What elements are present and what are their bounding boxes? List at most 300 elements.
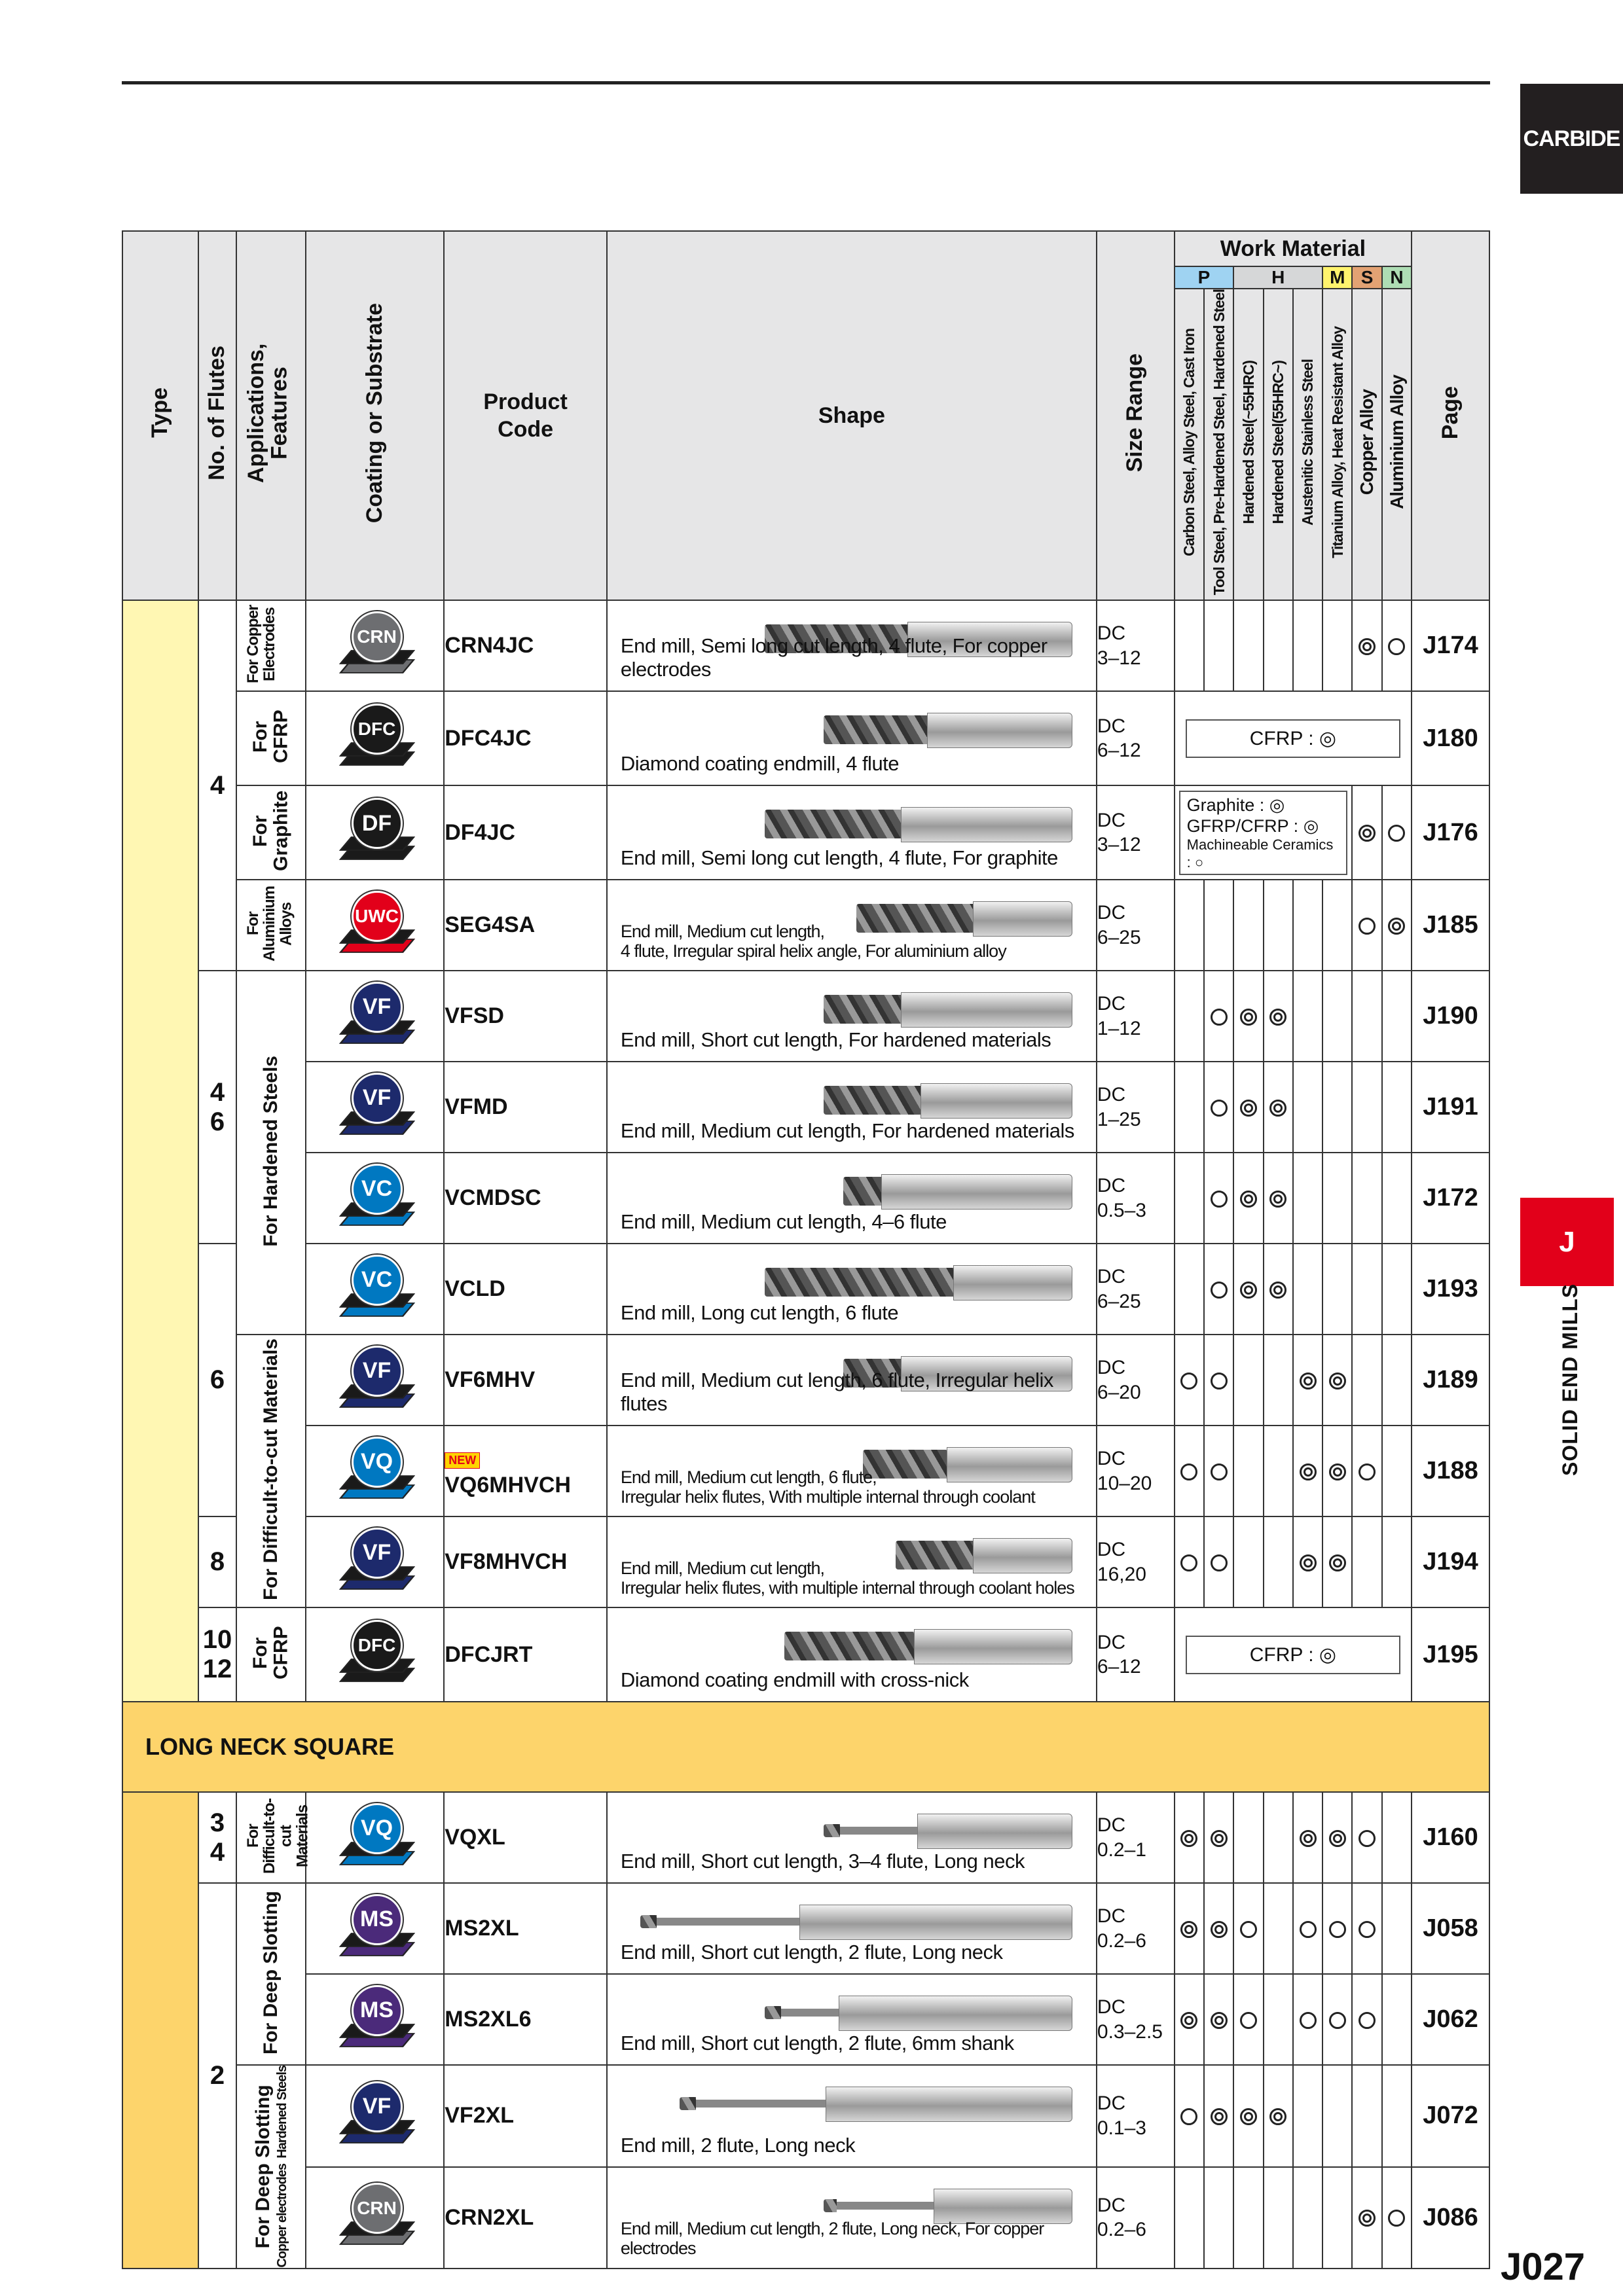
material-mark-cell bbox=[1233, 1883, 1263, 1974]
page-ref-link[interactable]: J176 bbox=[1423, 818, 1478, 846]
section-title-cell bbox=[122, 1702, 1489, 1792]
shape-description: End mill, Semi long cut length, 4 flute, For copper electrodes bbox=[620, 634, 1048, 681]
size-range: DC 1–25 bbox=[1097, 1084, 1141, 1130]
product-code-cell bbox=[444, 1883, 607, 1974]
page-ref-cell bbox=[1412, 1335, 1489, 1426]
application-cell bbox=[236, 1335, 306, 1607]
double-circle-mark bbox=[1329, 1463, 1346, 1480]
circle-mark bbox=[1300, 1921, 1317, 1938]
circle-mark bbox=[1211, 1191, 1228, 1208]
work-material-note: CFRP : ◎ bbox=[1186, 1636, 1400, 1674]
material-mark-cell bbox=[1322, 1516, 1352, 1607]
material-mark-cell bbox=[1352, 2065, 1381, 2166]
size-range-cell bbox=[1097, 785, 1175, 880]
size-range: DC 3–12 bbox=[1097, 809, 1141, 856]
material-mark-cell bbox=[1293, 971, 1322, 1062]
material-header: Aluminium Alloy bbox=[1382, 289, 1412, 600]
material-mark-cell bbox=[1264, 2065, 1293, 2166]
product-code[interactable]: DF4JC bbox=[445, 819, 515, 845]
application-sub-col bbox=[276, 2066, 289, 2267]
shank-section bbox=[826, 2087, 1072, 2122]
new-badge: NEW bbox=[445, 1452, 480, 1469]
double-circle-mark bbox=[1269, 2108, 1286, 2125]
product-row bbox=[122, 1335, 1489, 1426]
application-label: For Deep Slotting bbox=[260, 1890, 282, 2054]
material-mark-cell bbox=[1352, 1153, 1381, 1244]
circle-mark bbox=[1240, 2012, 1257, 2029]
page-ref-link[interactable]: J194 bbox=[1423, 1548, 1478, 1576]
size-range-cell bbox=[1097, 1883, 1175, 1974]
coating-cell bbox=[306, 1244, 444, 1335]
material-mark-cell bbox=[1204, 1426, 1233, 1516]
size-range-cell bbox=[1097, 1516, 1175, 1607]
page-ref-cell bbox=[1412, 971, 1489, 1062]
page-ref-link[interactable]: J062 bbox=[1423, 2005, 1478, 2034]
circle-mark bbox=[1388, 638, 1405, 655]
application-label: For Hardened Steels bbox=[260, 1056, 282, 1247]
material-mark-cell bbox=[1264, 971, 1293, 1062]
material-mark-cell bbox=[1204, 1335, 1233, 1426]
material-mark-cell bbox=[1293, 880, 1322, 971]
coating-cell bbox=[306, 971, 444, 1062]
size-range: DC 1–12 bbox=[1097, 993, 1141, 1039]
double-circle-mark bbox=[1180, 1921, 1197, 1938]
header-type: Type bbox=[122, 231, 198, 600]
product-code[interactable]: CRN4JC bbox=[445, 633, 534, 658]
material-mark-cell bbox=[1322, 1974, 1352, 2065]
page-ref-cell bbox=[1412, 691, 1489, 785]
top-rule bbox=[122, 81, 1490, 84]
product-code-cell bbox=[444, 1335, 607, 1426]
material-mark-cell bbox=[1382, 785, 1412, 880]
size-range-cell bbox=[1097, 691, 1175, 785]
product-code-cell bbox=[444, 2167, 607, 2269]
shank-section bbox=[917, 1814, 1072, 1849]
application-label: For CFRP bbox=[249, 710, 292, 764]
material-mark-cell bbox=[1264, 1974, 1293, 2065]
material-header: Hardened Steel(55HRC~) bbox=[1264, 289, 1293, 600]
coating-badge-group bbox=[336, 1071, 414, 1143]
flute-section bbox=[765, 810, 902, 838]
application-label: For Deep Slotting bbox=[251, 2085, 274, 2249]
double-circle-mark bbox=[1269, 1282, 1286, 1299]
coating-badge-icon: VQ bbox=[352, 1803, 403, 1854]
coating-badge-group bbox=[336, 1984, 414, 2056]
coating-badge-group bbox=[336, 1619, 414, 1691]
material-mark-cell bbox=[1204, 1244, 1233, 1335]
page-ref-link[interactable]: J188 bbox=[1423, 1457, 1478, 1485]
shape-cell bbox=[607, 691, 1097, 785]
material-mark-cell bbox=[1204, 1153, 1233, 1244]
coating-badge-icon: VC bbox=[352, 1255, 403, 1306]
material-mark-cell bbox=[1264, 880, 1293, 971]
product-code-cell bbox=[444, 1153, 607, 1244]
product-code[interactable]: MS2XL6 bbox=[445, 2007, 532, 2032]
shank-section bbox=[839, 1996, 1072, 2031]
end-mill-image bbox=[843, 1172, 1072, 1211]
material-mark-cell bbox=[1352, 600, 1381, 691]
product-code[interactable]: VF6MHV bbox=[445, 1367, 536, 1393]
shape-description: End mill, Short cut length, 3–4 flute, Long neck bbox=[620, 1850, 1025, 1873]
size-range: DC 3–12 bbox=[1097, 622, 1141, 669]
coating-badge-group bbox=[336, 1344, 414, 1416]
flute-section bbox=[824, 715, 928, 744]
work-material-note bbox=[1179, 791, 1348, 876]
double-circle-mark bbox=[1180, 2012, 1197, 2029]
shape-cell bbox=[607, 1974, 1097, 2065]
double-circle-mark bbox=[1240, 1282, 1257, 1299]
double-circle-mark bbox=[1329, 1830, 1346, 1847]
material-mark-cell bbox=[1233, 2167, 1263, 2269]
shank-section bbox=[921, 1083, 1072, 1119]
circle-mark bbox=[1211, 1282, 1228, 1299]
double-circle-mark bbox=[1359, 638, 1376, 655]
product-code-cell bbox=[444, 1244, 607, 1335]
shape-cell bbox=[607, 1426, 1097, 1516]
coating-badge-group bbox=[336, 1526, 414, 1598]
size-range-cell bbox=[1097, 1426, 1175, 1516]
shape-description: End mill, Medium cut length, 4–6 flute bbox=[620, 1210, 947, 1234]
page-ref-cell bbox=[1412, 1792, 1489, 1883]
shank-section bbox=[914, 1629, 1072, 1664]
material-mark-cell bbox=[1233, 1244, 1263, 1335]
work-material-note-cell bbox=[1175, 1607, 1412, 1702]
header-shape: Shape bbox=[607, 231, 1097, 600]
shank-section bbox=[927, 713, 1072, 748]
flutes-value: 3 4 bbox=[210, 1808, 225, 1867]
shank-section bbox=[901, 992, 1072, 1028]
coating-badge-icon: MS bbox=[352, 1985, 403, 2036]
product-code-cell bbox=[444, 691, 607, 785]
product-code-cell bbox=[444, 2065, 607, 2166]
material-mark-cell bbox=[1204, 1883, 1233, 1974]
flute-section bbox=[824, 2199, 837, 2212]
material-header: Titanium Alloy, Heat Resistant Alloy bbox=[1322, 289, 1352, 600]
product-code-cell bbox=[444, 600, 607, 691]
coating-badge-group bbox=[336, 797, 414, 869]
page-ref-link[interactable]: J172 bbox=[1423, 1184, 1478, 1212]
application-cell bbox=[236, 971, 306, 1335]
coating-cell bbox=[306, 691, 444, 785]
end-mill-image bbox=[680, 2084, 1072, 2123]
page-ref-cell bbox=[1412, 1516, 1489, 1607]
coating-badge-group bbox=[336, 1893, 414, 1965]
circle-mark bbox=[1388, 2210, 1405, 2227]
shape-cell bbox=[607, 2167, 1097, 2269]
application-sublabel: Copper electrodes bbox=[275, 2164, 290, 2268]
material-mark-cell bbox=[1293, 2167, 1322, 2269]
end-mill-image bbox=[765, 804, 1072, 844]
product-code[interactable]: VFMD bbox=[445, 1094, 508, 1120]
circle-mark bbox=[1359, 1921, 1376, 1938]
coating-cell bbox=[306, 1335, 444, 1426]
group-m: M bbox=[1322, 266, 1352, 289]
coating-cell bbox=[306, 1792, 444, 1883]
application-cell bbox=[236, 1883, 306, 2065]
coating-badge-group bbox=[336, 1802, 414, 1874]
section-tab-j: J bbox=[1520, 1198, 1614, 1286]
shape-cell bbox=[607, 1607, 1097, 1702]
neck-section bbox=[781, 2009, 840, 2017]
coating-badge-icon: VF bbox=[352, 1346, 403, 1397]
page-ref-cell bbox=[1412, 1974, 1489, 2065]
page-ref-cell bbox=[1412, 1153, 1489, 1244]
material-mark-cell bbox=[1175, 1974, 1204, 2065]
double-circle-mark bbox=[1300, 1830, 1317, 1847]
page-ref-link[interactable]: J195 bbox=[1423, 1640, 1478, 1668]
product-row bbox=[122, 1426, 1489, 1516]
double-circle-mark bbox=[1240, 1100, 1257, 1117]
material-mark-cell bbox=[1204, 1516, 1233, 1607]
header-flutes: No. of Flutes bbox=[198, 231, 236, 600]
shape-description: End mill, Medium cut length, 4 flute, Irregular spiral helix angle, For aluminium alloy bbox=[620, 922, 1006, 961]
material-mark-cell bbox=[1264, 1792, 1293, 1883]
material-mark-cell bbox=[1293, 1792, 1322, 1883]
page-ref-cell bbox=[1412, 785, 1489, 880]
carbide-tab: CARBIDE bbox=[1520, 84, 1623, 194]
page-ref-link[interactable]: J058 bbox=[1423, 1914, 1478, 1943]
application-cell bbox=[236, 880, 306, 971]
size-range-cell bbox=[1097, 880, 1175, 971]
product-code-cell bbox=[444, 971, 607, 1062]
size-range: DC 0.1–3 bbox=[1097, 2092, 1146, 2139]
product-code[interactable]: DFC4JC bbox=[445, 725, 532, 751]
material-mark-cell bbox=[1322, 1792, 1352, 1883]
coating-badge-group bbox=[336, 702, 414, 774]
coating-cell bbox=[306, 1607, 444, 1702]
double-circle-mark bbox=[1300, 1463, 1317, 1480]
product-code[interactable]: VCLD bbox=[445, 1276, 505, 1302]
shank-section bbox=[881, 1174, 1072, 1210]
page-ref-link[interactable]: J180 bbox=[1423, 724, 1478, 752]
application-label: For Graphite bbox=[249, 791, 292, 872]
size-range-cell bbox=[1097, 1062, 1175, 1153]
material-mark-cell bbox=[1352, 880, 1381, 971]
product-code[interactable]: VF2XL bbox=[445, 2103, 515, 2128]
shape-description: End mill, Medium cut length, For hardened materials bbox=[620, 1119, 1074, 1143]
product-row bbox=[122, 785, 1489, 880]
material-mark-cell bbox=[1293, 1516, 1322, 1607]
double-circle-mark bbox=[1359, 825, 1376, 842]
coating-badge-icon: CRN bbox=[352, 611, 403, 662]
material-mark-cell bbox=[1382, 1792, 1412, 1883]
material-mark-cell bbox=[1382, 1153, 1412, 1244]
coating-badge-group bbox=[336, 1435, 414, 1507]
material-mark-cell bbox=[1204, 2065, 1233, 2166]
flutes-cell bbox=[198, 600, 236, 971]
material-mark-cell bbox=[1352, 1883, 1381, 1974]
work-material-note-line: Graphite : ◎ bbox=[1186, 795, 1285, 815]
work-material-note-cell bbox=[1175, 691, 1412, 785]
page-ref-link[interactable]: J189 bbox=[1423, 1366, 1478, 1394]
flutes-value: 6 bbox=[210, 1365, 225, 1395]
group-n: N bbox=[1382, 266, 1412, 289]
end-mill-image bbox=[765, 1993, 1072, 2032]
shank-section bbox=[953, 1265, 1072, 1300]
coating-badge-icon: VF bbox=[352, 982, 403, 1033]
product-code[interactable]: DFCJRT bbox=[445, 1641, 533, 1667]
flute-section bbox=[824, 1086, 922, 1115]
product-code-cell bbox=[444, 1792, 607, 1883]
shape-description: End mill, Short cut length, For hardened materials bbox=[620, 1028, 1051, 1052]
page-ref-link[interactable]: J072 bbox=[1423, 2102, 1478, 2130]
product-code-cell bbox=[444, 1974, 607, 2065]
shape-cell bbox=[607, 1062, 1097, 1153]
material-mark-cell bbox=[1204, 1974, 1233, 2065]
flute-section bbox=[680, 2097, 696, 2110]
product-row bbox=[122, 1883, 1489, 1974]
coating-cell bbox=[306, 2065, 444, 2166]
coating-badge-icon: UWC bbox=[352, 891, 403, 942]
page-ref-cell bbox=[1412, 600, 1489, 691]
page-ref-link[interactable]: J174 bbox=[1423, 632, 1478, 660]
double-circle-mark bbox=[1300, 1554, 1317, 1571]
shape-cell bbox=[607, 880, 1097, 971]
neck-section bbox=[696, 2100, 827, 2108]
coating-badge-icon: MS bbox=[352, 1894, 403, 1945]
product-code[interactable]: VQ6MHVCH bbox=[445, 1472, 571, 1498]
material-mark-cell bbox=[1175, 1883, 1204, 1974]
product-row bbox=[122, 691, 1489, 785]
material-mark-cell bbox=[1204, 600, 1233, 691]
circle-mark bbox=[1180, 1554, 1197, 1571]
group-p: P bbox=[1175, 266, 1234, 289]
product-code[interactable]: VCMDSC bbox=[445, 1185, 541, 1211]
material-mark-cell bbox=[1322, 1883, 1352, 1974]
page-ref-cell bbox=[1412, 880, 1489, 971]
flute-section bbox=[765, 2006, 781, 2019]
shape-cell bbox=[607, 600, 1097, 691]
page-ref-link[interactable]: J160 bbox=[1423, 1823, 1478, 1852]
material-mark-cell bbox=[1322, 1244, 1352, 1335]
product-row bbox=[122, 1792, 1489, 1883]
material-mark-cell bbox=[1175, 600, 1204, 691]
page-ref-link[interactable]: J193 bbox=[1423, 1275, 1478, 1303]
product-code[interactable]: VF8MHVCH bbox=[445, 1549, 568, 1575]
material-mark-cell bbox=[1293, 1335, 1322, 1426]
material-mark-cell bbox=[1322, 2167, 1352, 2269]
shape-description: End mill, Medium cut length, 6 flute, Irregular helix flutes, With multiple internal through coolant bbox=[620, 1467, 1035, 1507]
material-mark-cell bbox=[1382, 600, 1412, 691]
double-circle-mark bbox=[1388, 918, 1405, 935]
material-mark-cell bbox=[1352, 785, 1381, 880]
flutes-value: 8 bbox=[210, 1547, 225, 1577]
coating-badge-group bbox=[336, 980, 414, 1052]
material-mark-cell bbox=[1352, 1974, 1381, 2065]
circle-mark bbox=[1359, 1463, 1376, 1480]
shank-section bbox=[799, 1905, 1072, 1940]
page-ref-link[interactable]: J185 bbox=[1423, 911, 1478, 939]
page-ref-cell bbox=[1412, 1426, 1489, 1516]
application-cell bbox=[236, 1607, 306, 1702]
circle-mark bbox=[1211, 1554, 1228, 1571]
material-mark-cell bbox=[1382, 971, 1412, 1062]
coating-badge-icon: VF bbox=[352, 1073, 403, 1124]
neck-section bbox=[657, 1918, 801, 1926]
application-cell bbox=[236, 2065, 306, 2268]
flute-section bbox=[784, 1632, 915, 1660]
application-label: For Copper Electrodes bbox=[244, 605, 279, 684]
material-mark-cell bbox=[1322, 600, 1352, 691]
flute-section bbox=[824, 995, 902, 1024]
material-mark-cell bbox=[1382, 1062, 1412, 1153]
material-header: Austenitic Stainless Steel bbox=[1293, 289, 1322, 600]
coating-badge-group bbox=[336, 889, 414, 961]
section-row bbox=[122, 1702, 1489, 1792]
coating-cell bbox=[306, 1883, 444, 1974]
material-mark-cell bbox=[1382, 880, 1412, 971]
size-range: DC 0.2–6 bbox=[1097, 1905, 1146, 1952]
application-cell bbox=[236, 600, 306, 691]
shape-cell bbox=[607, 2065, 1097, 2166]
circle-mark bbox=[1211, 1009, 1228, 1026]
size-range: DC 0.2–6 bbox=[1097, 2194, 1146, 2241]
end-mill-image bbox=[824, 1811, 1072, 1850]
page-ref-link[interactable]: J191 bbox=[1423, 1093, 1478, 1121]
size-range: DC 10–20 bbox=[1097, 1448, 1152, 1494]
material-mark-cell bbox=[1322, 1062, 1352, 1153]
page-ref-link[interactable]: J086 bbox=[1423, 2203, 1478, 2231]
flutes-cell bbox=[198, 1792, 236, 1883]
material-header: Carbon Steel, Alloy Steel, Cast Iron bbox=[1175, 289, 1204, 600]
flutes-cell bbox=[198, 1244, 236, 1516]
circle-mark bbox=[1359, 2012, 1376, 2029]
page-number: J027 bbox=[1501, 2246, 1586, 2288]
material-mark-cell bbox=[1322, 1335, 1352, 1426]
size-range-cell bbox=[1097, 971, 1175, 1062]
page-ref-cell bbox=[1412, 1244, 1489, 1335]
size-range: DC 16,20 bbox=[1097, 1539, 1146, 1585]
material-mark-cell bbox=[1233, 1974, 1263, 2065]
material-mark-cell bbox=[1382, 1883, 1412, 1974]
end-mill-image bbox=[765, 1263, 1072, 1302]
flutes-value: 2 bbox=[210, 2061, 225, 2090]
circle-mark bbox=[1180, 1463, 1197, 1480]
application-sublabel: Hardened Steels bbox=[275, 2066, 290, 2159]
type-cell bbox=[122, 1792, 198, 2268]
page-ref-cell bbox=[1412, 1607, 1489, 1702]
size-range-cell bbox=[1097, 600, 1175, 691]
product-code[interactable]: VFSD bbox=[445, 1003, 504, 1029]
shape-cell bbox=[607, 1335, 1097, 1426]
product-code[interactable]: VQXL bbox=[445, 1825, 505, 1850]
product-code[interactable]: CRN2XL bbox=[445, 2204, 534, 2230]
product-code[interactable]: MS2XL bbox=[445, 1916, 519, 1941]
material-mark-cell bbox=[1175, 2167, 1204, 2269]
material-mark-cell bbox=[1175, 880, 1204, 971]
section-title: LONG NECK SQUARE bbox=[145, 1733, 395, 1761]
material-mark-cell bbox=[1293, 1883, 1322, 1974]
material-mark-cell bbox=[1352, 1426, 1381, 1516]
coating-cell bbox=[306, 2167, 444, 2269]
product-code[interactable]: SEG4SA bbox=[445, 912, 536, 938]
group-h: H bbox=[1233, 266, 1322, 289]
coating-badge-icon: VC bbox=[352, 1164, 403, 1215]
material-mark-cell bbox=[1264, 1516, 1293, 1607]
size-range-cell bbox=[1097, 2065, 1175, 2166]
product-code-cell bbox=[444, 1607, 607, 1702]
material-mark-cell bbox=[1175, 1244, 1204, 1335]
page-ref-link[interactable]: J190 bbox=[1423, 1002, 1478, 1030]
flute-section bbox=[765, 1268, 955, 1297]
circle-mark bbox=[1211, 1463, 1228, 1480]
header-applications: Applications, Features bbox=[236, 231, 306, 600]
work-material-note: CFRP : ◎ bbox=[1186, 719, 1400, 758]
material-header: Copper Alloy bbox=[1352, 289, 1381, 600]
material-mark-cell bbox=[1352, 1062, 1381, 1153]
shape-cell bbox=[607, 1516, 1097, 1607]
flute-section bbox=[843, 1177, 883, 1206]
